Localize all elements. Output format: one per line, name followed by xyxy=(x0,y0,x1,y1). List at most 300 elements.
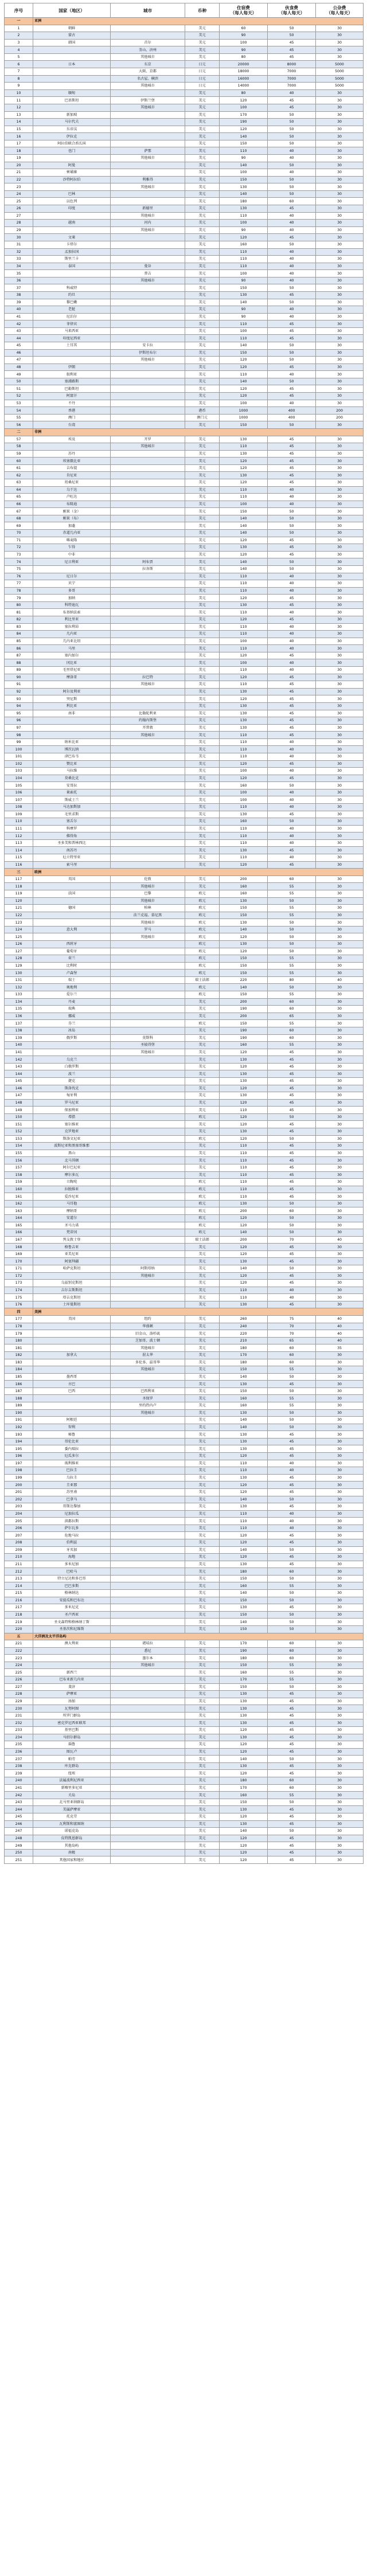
cell-incidentals: 30 xyxy=(316,847,364,854)
table-row xyxy=(5,1294,364,1301)
cell-city xyxy=(111,595,185,602)
section-row xyxy=(5,869,364,876)
cell-meals: 45 xyxy=(268,595,316,602)
cell-index: 97 xyxy=(5,724,33,732)
table-row xyxy=(5,1453,364,1460)
cell-currency: 美元 xyxy=(185,1828,220,1835)
cell-city xyxy=(111,335,185,342)
cell-incidentals: 30 xyxy=(316,1229,364,1237)
cell-meals: 50 xyxy=(268,1373,316,1381)
cell-country: 阿塞拜疆 xyxy=(33,1258,111,1265)
cell-lodging: 140 xyxy=(220,926,268,933)
cell-currency: 日元 xyxy=(185,83,220,90)
cell-lodging: 150 xyxy=(220,1683,268,1691)
cell-currency: 美元 xyxy=(185,1316,220,1323)
cell-currency: 欧元 xyxy=(185,933,220,941)
cell-index: 212 xyxy=(5,1568,33,1576)
cell-currency: 欧元 xyxy=(185,1229,220,1237)
cell-currency: 美元 xyxy=(185,796,220,804)
table-row xyxy=(5,1301,364,1308)
cell-lodging: 130 xyxy=(220,205,268,213)
cell-currency: 美元 xyxy=(185,1049,220,1056)
cell-meals: 45 xyxy=(268,1474,316,1482)
cell-country: 西班牙 xyxy=(33,941,111,948)
cell-currency: 美元 xyxy=(185,126,220,133)
cell-currency: 美元 xyxy=(185,291,220,299)
cell-lodging: 130 xyxy=(220,941,268,948)
cell-city xyxy=(111,1590,185,1597)
cell-lodging: 180 xyxy=(220,1359,268,1366)
cell-country: 爱尔兰 xyxy=(33,991,111,999)
table-row xyxy=(5,291,364,299)
cell-index: 1 xyxy=(5,25,33,32)
cell-incidentals: 30 xyxy=(316,1049,364,1056)
cell-currency: 美元 xyxy=(185,183,220,191)
cell-index: 207 xyxy=(5,1532,33,1539)
cell-meals: 50 xyxy=(268,349,316,357)
cell-country: 安提瓜和巴布达 xyxy=(33,1597,111,1604)
cell-city: 大阪、京都 xyxy=(111,68,185,76)
cell-meals: 40 xyxy=(268,371,316,378)
cell-meals: 45 xyxy=(268,1691,316,1698)
cell-index: 205 xyxy=(5,1518,33,1525)
cell-incidentals: 30 xyxy=(316,580,364,588)
table-row xyxy=(5,1784,364,1792)
cell-index: 105 xyxy=(5,782,33,789)
table-row xyxy=(5,320,364,328)
cell-meals: 45 xyxy=(268,450,316,458)
cell-city xyxy=(111,320,185,328)
cell-country: 巴林 xyxy=(33,190,111,198)
cell-city xyxy=(111,667,185,674)
cell-index: 69 xyxy=(5,522,33,530)
cell-lodging: 130 xyxy=(220,1503,268,1511)
cell-city xyxy=(111,1568,185,1576)
table-row xyxy=(5,479,364,487)
cell-country xyxy=(33,183,111,191)
cell-incidentals: 30 xyxy=(316,1438,364,1445)
cell-meals: 40 xyxy=(268,631,316,638)
cell-index: 150 xyxy=(5,1113,33,1121)
cell-country xyxy=(33,1359,111,1366)
cell-currency: 美元 xyxy=(185,1128,220,1136)
cell-country: 黑山 xyxy=(33,1150,111,1157)
cell-currency: 美元 xyxy=(185,695,220,703)
cell-country: 澳大利亚 xyxy=(33,1640,111,1648)
cell-meals: 45 xyxy=(268,1842,316,1850)
cell-index: 107 xyxy=(5,796,33,804)
cell-country: 孟加拉国 xyxy=(33,248,111,256)
cell-city xyxy=(111,299,185,306)
cell-lodging: 190 xyxy=(220,1647,268,1655)
cell-lodging: 120 xyxy=(220,1842,268,1850)
cell-currency: 美元 xyxy=(185,1619,220,1626)
cell-meals: 50 xyxy=(268,1424,316,1431)
cell-meals: 45 xyxy=(268,53,316,61)
cell-currency: 美元 xyxy=(185,1705,220,1713)
cell-incidentals: 30 xyxy=(316,544,364,552)
header-row xyxy=(5,3,364,18)
cell-country: 尼加拉瓜 xyxy=(33,1510,111,1518)
cell-lodging: 150 xyxy=(220,349,268,357)
cell-lodging: 150 xyxy=(220,1799,268,1806)
table-row xyxy=(5,133,364,140)
cell-country: 莱索托 xyxy=(33,789,111,796)
cell-country xyxy=(33,681,111,689)
cell-lodging: 20000 xyxy=(220,61,268,68)
cell-country: 波兰 xyxy=(33,1070,111,1078)
cell-index: 20 xyxy=(5,162,33,169)
cell-city xyxy=(111,494,185,501)
cell-index: 34 xyxy=(5,263,33,270)
cell-incidentals: 30 xyxy=(316,212,364,220)
cell-index: 152 xyxy=(5,1128,33,1136)
table-row xyxy=(5,508,364,515)
cell-index: 96 xyxy=(5,717,33,725)
cell-lodging: 120 xyxy=(220,1554,268,1561)
cell-index: 63 xyxy=(5,479,33,487)
cell-city xyxy=(111,1554,185,1561)
cell-index: 38 xyxy=(5,291,33,299)
cell-country: 巴哈马 xyxy=(33,1568,111,1576)
cell-currency: 美元 xyxy=(185,724,220,732)
table-row xyxy=(5,1417,364,1424)
cell-country: 哥伦比亚 xyxy=(33,1438,111,1445)
cell-incidentals: 30 xyxy=(316,1200,364,1207)
cell-index: 55 xyxy=(5,414,33,421)
table-row xyxy=(5,955,364,963)
cell-index: 64 xyxy=(5,486,33,494)
cell-country xyxy=(33,1330,111,1338)
cell-country xyxy=(33,1337,111,1344)
cell-index: 43 xyxy=(5,327,33,335)
cell-index: 203 xyxy=(5,1503,33,1511)
cell-index: 29 xyxy=(5,226,33,234)
cell-country: 马来西亚 xyxy=(33,327,111,335)
cell-country xyxy=(33,1395,111,1402)
table-row xyxy=(5,1207,364,1215)
table-row xyxy=(5,1445,364,1453)
cell-lodging: 110 xyxy=(220,248,268,256)
cell-country: 荷兰 xyxy=(33,955,111,963)
cell-city xyxy=(111,1748,185,1756)
cell-meals: 50 xyxy=(268,119,316,126)
cell-meals: 45 xyxy=(268,1806,316,1813)
cell-index: 9 xyxy=(5,83,33,90)
cell-city xyxy=(111,313,185,320)
cell-meals: 40 xyxy=(268,256,316,263)
cell-meals: 45 xyxy=(268,1705,316,1713)
table-row xyxy=(5,1171,364,1179)
cell-meals: 50 xyxy=(268,1214,316,1222)
cell-city: 其他城市 xyxy=(111,1409,185,1417)
cell-lodging: 120 xyxy=(220,1813,268,1820)
cell-country: 列支敦士登 xyxy=(33,1236,111,1244)
cell-lodging: 130 xyxy=(220,1820,268,1828)
cell-city: 纽约 xyxy=(111,1316,185,1323)
table-row xyxy=(5,1323,364,1330)
section-title: 亚洲 xyxy=(33,18,364,25)
cell-incidentals: 30 xyxy=(316,104,364,111)
cell-incidentals: 30 xyxy=(316,1842,364,1850)
cell-lodging: 110 xyxy=(220,631,268,638)
table-row xyxy=(5,111,364,119)
cell-city xyxy=(111,407,185,415)
cell-country: 捷克 xyxy=(33,1077,111,1085)
cell-incidentals: 30 xyxy=(316,1113,364,1121)
cell-meals: 45 xyxy=(268,616,316,623)
cell-meals: 45 xyxy=(268,724,316,732)
table-row xyxy=(5,1186,364,1193)
cell-currency: 美元 xyxy=(185,1669,220,1676)
cell-country: 土耳其 xyxy=(33,342,111,350)
cell-lodging: 130 xyxy=(220,1092,268,1100)
cell-incidentals: 30 xyxy=(316,1258,364,1265)
cell-city: 利雅得 xyxy=(111,176,185,183)
table-row xyxy=(5,176,364,183)
cell-currency: 美元 xyxy=(185,854,220,862)
cell-incidentals: 5000 xyxy=(316,61,364,68)
cell-currency: 美元 xyxy=(185,587,220,595)
cell-lodging: 160 xyxy=(220,818,268,826)
cell-city xyxy=(111,1438,185,1445)
cell-index: 45 xyxy=(5,342,33,350)
table-row xyxy=(5,522,364,530)
cell-incidentals: 30 xyxy=(316,998,364,1006)
cell-currency: 美元 xyxy=(185,220,220,227)
cell-meals: 45 xyxy=(268,537,316,544)
cell-incidentals: 30 xyxy=(316,1467,364,1475)
cell-incidentals: 30 xyxy=(316,1272,364,1280)
cell-incidentals: 30 xyxy=(316,1813,364,1820)
table-row xyxy=(5,220,364,227)
header-lodging: 住宿费 （每人每天） xyxy=(220,3,268,18)
cell-meals: 45 xyxy=(268,1719,316,1727)
table-row xyxy=(5,1474,364,1482)
cell-country: 加拿大 xyxy=(33,1351,111,1359)
cell-incidentals: 30 xyxy=(316,53,364,61)
cell-index: 28 xyxy=(5,220,33,227)
cell-country: 阿拉伯联合酋长国 xyxy=(33,140,111,147)
table-row xyxy=(5,472,364,479)
cell-currency: 欧元 xyxy=(185,962,220,970)
cell-currency: 美元 xyxy=(185,119,220,126)
cell-incidentals: 30 xyxy=(316,1698,364,1705)
cell-incidentals: 30 xyxy=(316,1820,364,1828)
table-row xyxy=(5,1705,364,1713)
cell-currency: 美元 xyxy=(185,1337,220,1344)
cell-currency: 美元 xyxy=(185,89,220,97)
cell-currency: 美元 xyxy=(185,320,220,328)
cell-meals: 45 xyxy=(268,861,316,869)
cell-incidentals: 30 xyxy=(316,1387,364,1395)
cell-meals: 45 xyxy=(268,385,316,393)
cell-index: 68 xyxy=(5,515,33,522)
cell-currency: 美元 xyxy=(185,1518,220,1525)
table-row xyxy=(5,1056,364,1064)
cell-country xyxy=(33,46,111,54)
cell-country: 苏里南 xyxy=(33,1488,111,1496)
cell-incidentals: 30 xyxy=(316,638,364,645)
cell-lodging: 140 xyxy=(220,984,268,991)
cell-currency: 美元 xyxy=(185,1820,220,1828)
cell-country: 印度尼西亚 xyxy=(33,335,111,342)
cell-index: 42 xyxy=(5,320,33,328)
cell-currency: 美元 xyxy=(185,241,220,248)
cell-city xyxy=(111,1229,185,1237)
cell-meals: 45 xyxy=(268,1150,316,1157)
cell-lodging: 120 xyxy=(220,1085,268,1092)
cell-city xyxy=(111,234,185,241)
cell-lodging: 120 xyxy=(220,861,268,869)
cell-lodging: 110 xyxy=(220,1143,268,1150)
cell-meals: 60 xyxy=(268,1351,316,1359)
cell-country: 突尼斯 xyxy=(33,695,111,703)
cell-currency: 美元 xyxy=(185,1453,220,1460)
cell-index: 210 xyxy=(5,1554,33,1561)
cell-country xyxy=(33,919,111,927)
table-row xyxy=(5,645,364,652)
cell-lodging: 180 xyxy=(220,198,268,205)
table-row xyxy=(5,1121,364,1128)
cell-city xyxy=(111,89,185,97)
cell-meals: 45 xyxy=(268,1453,316,1460)
table-row xyxy=(5,544,364,552)
cell-lodging: 150 xyxy=(220,1020,268,1027)
cell-meals: 40 xyxy=(268,263,316,270)
cell-index: 99 xyxy=(5,738,33,746)
cell-index: 4 xyxy=(5,46,33,54)
cell-city xyxy=(111,1250,185,1258)
cell-lodging: 110 xyxy=(220,1460,268,1467)
cell-city xyxy=(111,1719,185,1727)
cell-index: 87 xyxy=(5,652,33,659)
cell-meals: 45 xyxy=(268,1171,316,1179)
cell-country: 巴布亚新几内亚 xyxy=(33,1676,111,1683)
cell-lodging: 140 xyxy=(220,1265,268,1273)
cell-lodging: 120 xyxy=(220,479,268,487)
cell-meals: 55 xyxy=(268,1792,316,1799)
cell-incidentals: 30 xyxy=(316,1301,364,1308)
cell-currency: 美元 xyxy=(185,760,220,768)
cell-meals: 55 xyxy=(268,1402,316,1410)
cell-index: 125 xyxy=(5,933,33,941)
cell-currency: 美元 xyxy=(185,1849,220,1856)
cell-index: 194 xyxy=(5,1438,33,1445)
table-row xyxy=(5,464,364,472)
cell-meals: 50 xyxy=(268,818,316,826)
cell-index: 193 xyxy=(5,1431,33,1439)
cell-meals: 45 xyxy=(268,443,316,451)
cell-currency: 美元 xyxy=(185,39,220,46)
cell-index: 61 xyxy=(5,464,33,472)
cell-city: 华盛顿 xyxy=(111,1323,185,1330)
cell-city xyxy=(111,385,185,393)
cell-incidentals: 30 xyxy=(316,1280,364,1287)
table-row xyxy=(5,1027,364,1034)
table-row xyxy=(5,638,364,645)
cell-city xyxy=(111,515,185,522)
cell-index: 229 xyxy=(5,1698,33,1705)
cell-lodging: 110 xyxy=(220,667,268,674)
cell-city: 莫斯科 xyxy=(111,1034,185,1042)
cell-city xyxy=(111,421,185,429)
cell-meals: 45 xyxy=(268,234,316,241)
cell-currency: 美元 xyxy=(185,1359,220,1366)
table-row xyxy=(5,926,364,933)
cell-country: 玻利维亚 xyxy=(33,1460,111,1467)
cell-lodging: 120 xyxy=(220,393,268,400)
cell-incidentals: 30 xyxy=(316,32,364,40)
cell-index: 54 xyxy=(5,407,33,415)
cell-lodging: 130 xyxy=(220,1698,268,1705)
cell-meals: 55 xyxy=(268,1662,316,1669)
table-row xyxy=(5,1575,364,1582)
table-row xyxy=(5,363,364,371)
cell-meals: 45 xyxy=(268,1482,316,1489)
cell-lodging: 150 xyxy=(220,176,268,183)
cell-meals: 45 xyxy=(268,674,316,681)
cell-country: 巴基斯坦 xyxy=(33,97,111,104)
cell-incidentals: 30 xyxy=(316,1539,364,1546)
cell-meals: 55 xyxy=(268,883,316,890)
cell-currency: 美元 xyxy=(185,479,220,487)
cell-city xyxy=(111,25,185,32)
cell-incidentals: 30 xyxy=(316,1222,364,1229)
cell-currency: 美元 xyxy=(185,1150,220,1157)
cell-index: 41 xyxy=(5,313,33,320)
table-row xyxy=(5,558,364,566)
cell-index: 134 xyxy=(5,998,33,1006)
cell-currency: 欧元 xyxy=(185,1135,220,1143)
cell-currency: 美元 xyxy=(185,1027,220,1034)
cell-lodging: 120 xyxy=(220,933,268,941)
cell-city: 其他城市 xyxy=(111,183,185,191)
cell-currency: 美元 xyxy=(185,154,220,162)
cell-currency: 美元 xyxy=(185,342,220,350)
table-row xyxy=(5,1077,364,1085)
cell-meals: 45 xyxy=(268,1143,316,1150)
table-row xyxy=(5,905,364,912)
cell-meals: 40 xyxy=(268,277,316,284)
cell-country: 圣马力诺 xyxy=(33,1222,111,1229)
cell-index: 197 xyxy=(5,1460,33,1467)
table-row xyxy=(5,1164,364,1171)
cell-city xyxy=(111,1222,185,1229)
cell-incidentals: 40 xyxy=(316,1323,364,1330)
table-row xyxy=(5,1662,364,1669)
cell-incidentals: 30 xyxy=(316,1777,364,1785)
table-row xyxy=(5,991,364,999)
cell-city xyxy=(111,768,185,775)
cell-currency: 美元 xyxy=(185,1799,220,1806)
cell-meals: 50 xyxy=(268,1683,316,1691)
table-row xyxy=(5,962,364,970)
cell-index: 98 xyxy=(5,732,33,739)
cell-currency: 美元 xyxy=(185,176,220,183)
cell-city xyxy=(111,1806,185,1813)
table-row xyxy=(5,284,364,292)
cell-incidentals: 30 xyxy=(316,1287,364,1294)
cell-index: 113 xyxy=(5,839,33,847)
cell-incidentals: 30 xyxy=(316,241,364,248)
cell-incidentals: 30 xyxy=(316,789,364,796)
cell-incidentals: 5000 xyxy=(316,75,364,83)
table-row xyxy=(5,984,364,991)
cell-lodging: 170 xyxy=(220,1351,268,1359)
cell-country xyxy=(33,1655,111,1662)
cell-meals: 55 xyxy=(268,1669,316,1676)
